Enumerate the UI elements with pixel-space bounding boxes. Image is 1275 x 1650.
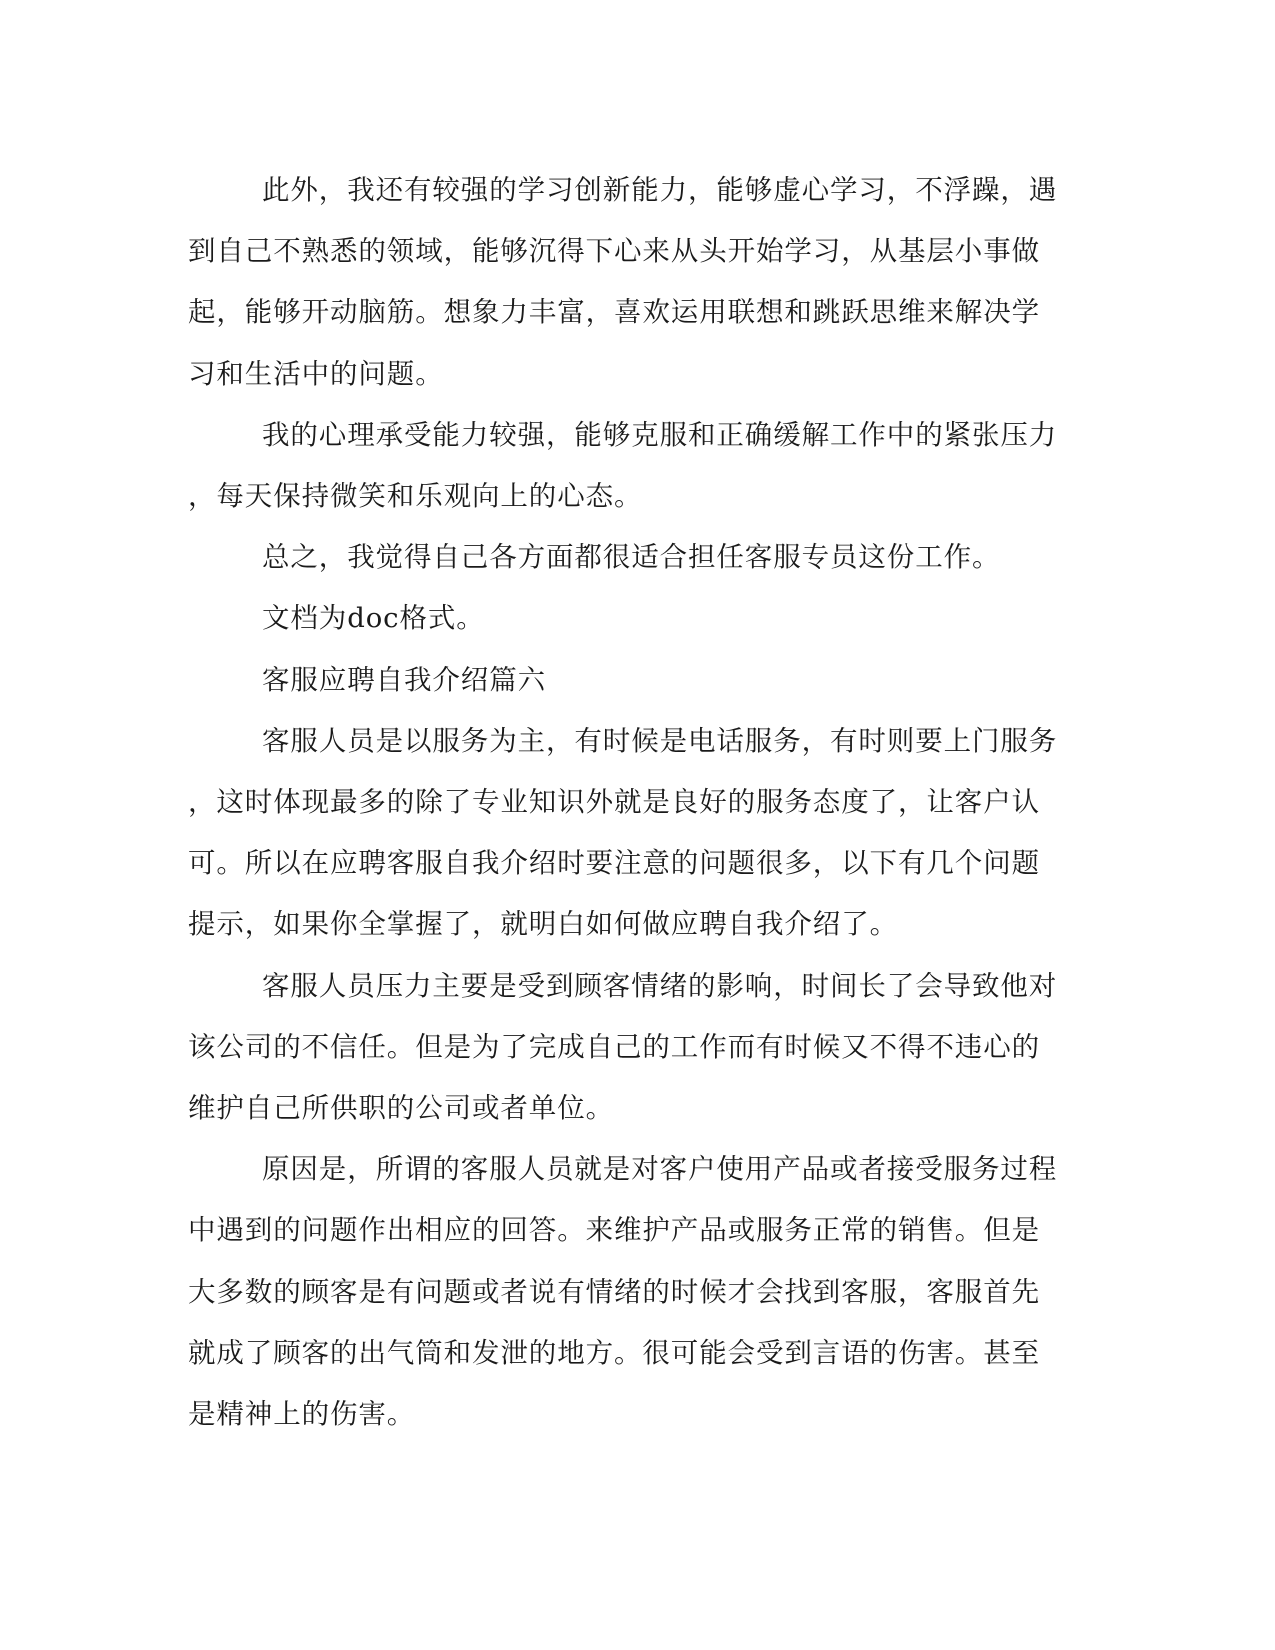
text-line: 我的心理承受能力较强，能够克服和正确缓解工作中的紧张压力 [262,418,1058,451]
text-line: 到自己不熟悉的领域，能够沉得下心来从头开始学习，从基层小事做 [188,235,1040,268]
text-line: 维护自己所供职的公司或者单位。 [188,1092,614,1125]
paragraph-conclusion [188,527,1068,588]
text-line: 文档为doc格式。 [262,602,485,635]
heading-line: 客服应聘自我介绍篇六 [262,663,546,696]
text-line: 是精神上的伤害。 [188,1398,416,1431]
text-line: 中遇到的问题作出相应的回答。来维护产品或服务正常的销售。但是 [188,1214,1040,1247]
text-line: 就成了顾客的出气筒和发泄的地方。很可能会受到言语的伤害。甚至 [188,1336,1040,1369]
paragraph-stress-tolerance [188,405,1068,527]
text-line: 原因是，所谓的客服人员就是对客户使用产品或者接受服务过程 [262,1153,1058,1186]
text-line: 大多数的顾客是有问题或者说有情绪的时候才会找到客服，客服首先 [188,1275,1040,1308]
text-line: 习和生活中的问题。 [188,357,444,390]
text-line: 此外，我还有较强的学习创新能力，能够虚心学习，不浮躁，遇 [262,174,1058,206]
text-line: ，每天保持微笑和乐观向上的心态。 [188,480,643,513]
text-line: ，这时体现最多的除了专业知识外就是良好的服务态度了，让客户认 [188,786,1040,819]
paragraph-reason [188,1139,1068,1445]
paragraph-format-note [188,588,1068,649]
paragraph-service-intro [188,711,1068,956]
text-line: 该公司的不信任。但是为了完成自己的工作而有时候又不得不违心的 [188,1030,1040,1063]
section-heading [188,650,1068,711]
text-line: 提示，如果你全掌握了，就明白如何做应聘自我介绍了。 [188,908,898,941]
text-line: 可。所以在应聘客服自我介绍时要注意的问题很多，以下有几个问题 [188,847,1040,880]
paragraph-pressure-source [188,956,1068,1140]
text-line: 客服人员压力主要是受到顾客情绪的影响，时间长了会导致他对 [262,969,1058,1002]
document-body [188,160,1068,1445]
text-line: 总之，我觉得自己各方面都很适合担任客服专员这份工作。 [262,541,1001,574]
text-line: 客服人员是以服务为主，有时候是电话服务，有时则要上门服务 [262,724,1058,757]
text-line: 起，能够开动脑筋。想象力丰富，喜欢运用联想和跳跃思维来解决学 [188,296,1040,329]
paragraph-learning-ability [188,160,1068,405]
